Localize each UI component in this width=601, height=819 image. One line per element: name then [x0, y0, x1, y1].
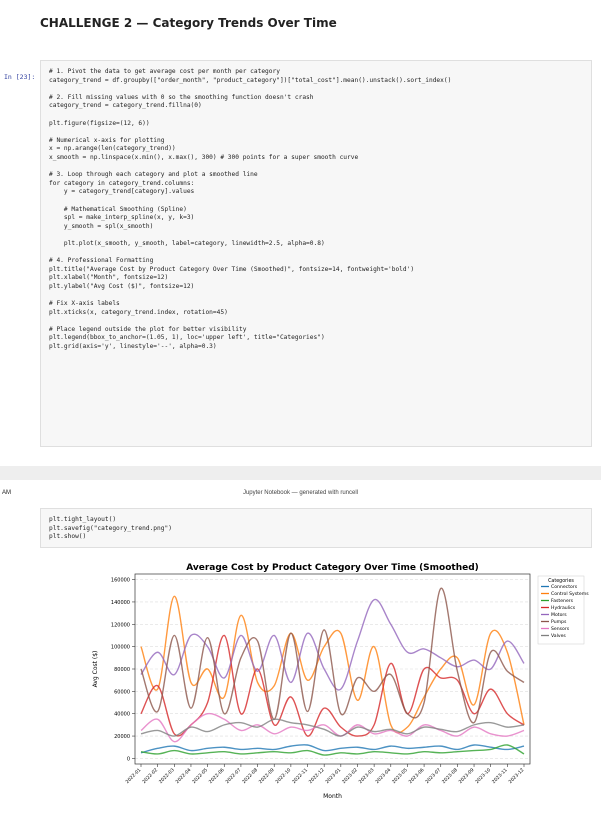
code-line: # Mathematical Smoothing (Spline) — [49, 205, 187, 213]
series-line-valves — [141, 719, 524, 736]
legend-entry: Motors — [551, 613, 567, 618]
x-tick-label: 2022-10 — [275, 767, 293, 785]
page-header-time: AM — [2, 490, 11, 496]
y-tick-label: 140000 — [110, 599, 130, 606]
x-tick-label: 2022-04 — [175, 767, 193, 785]
legend-entry: Hydraulics — [551, 606, 576, 611]
x-tick-label: 2022-09 — [258, 767, 276, 785]
x-tick-label: 2023-09 — [458, 767, 476, 785]
x-tick-label: 2022-08 — [241, 767, 259, 785]
code-line: spl = make_interp_spline(x, y, k=3) — [49, 214, 195, 222]
x-tick-label: 2022-06 — [208, 767, 226, 785]
code-line: # 2. Fill missing values with 0 so the smoothing function doesn't crash — [49, 93, 314, 101]
code-line: plt.grid(axis='y', linestyle='--', alpha=0.3) — [49, 343, 217, 350]
code-line — [49, 128, 583, 137]
x-tick-label: 2022-12 — [308, 767, 326, 785]
code-line: plt.xlabel("Month", fontsize=12) — [49, 274, 169, 282]
code-line — [49, 248, 583, 257]
x-tick-label: 2023-02 — [341, 767, 359, 785]
x-tick-label: 2023-03 — [358, 767, 376, 785]
x-tick-label: 2022-02 — [141, 767, 160, 785]
code-line — [49, 85, 583, 94]
code-line: plt.ylabel("Avg Cost ($)", fontsize=12) — [49, 282, 195, 290]
code-line: plt.title("Average Cost by Product Category Over Time (Smoothed)", fontsize=14, fontweight='bold') — [49, 265, 415, 273]
code-line: plt.plot(x_smooth, y_smooth, label=category, linewidth=2.5, alpha=0.8) — [49, 239, 325, 247]
code-line: # Fix X-axis labels — [49, 300, 120, 308]
code-line — [49, 291, 583, 300]
x-tick-label: 2023-10 — [474, 767, 493, 785]
code-line: for category in category_trend.columns: — [49, 179, 195, 187]
code-cell-2-source[interactable] — [41, 509, 591, 549]
legend-entry: Pumps — [551, 620, 567, 625]
x-tick-label: 2023-08 — [441, 767, 459, 785]
code-line: # Numerical x-axis for plotting — [49, 136, 165, 144]
y-tick-label: 20000 — [114, 734, 130, 741]
code-line: plt.show() — [49, 533, 87, 541]
code-line: # 3. Loop through each category and plot a smoothed line — [49, 171, 258, 179]
chart-output — [80, 560, 590, 814]
code-line: category_trend = category_trend.fillna(0) — [49, 102, 202, 110]
code-cell-1-source[interactable] — [41, 61, 591, 359]
legend-entry: Sensors — [551, 627, 570, 632]
code-line: x_smooth = np.linspace(x.min(), x.max(), 300) # 300 points for a super smooth curve — [49, 153, 359, 161]
y-tick-label: 160000 — [110, 577, 130, 584]
code-line: plt.savefig("category_trend.png") — [49, 524, 172, 532]
legend-entry: Connectors — [551, 585, 578, 590]
code-cell-1[interactable] — [40, 60, 592, 447]
legend-entry: Fasteners — [551, 599, 574, 604]
code-line: # 4. Professional Formatting — [49, 257, 154, 265]
x-tick-label: 2022-07 — [225, 767, 243, 785]
y-tick-label: 80000 — [114, 667, 130, 673]
legend-title: Categories — [548, 579, 574, 584]
series-line-pumps — [141, 588, 524, 723]
cell-prompt: In [23]: — [4, 73, 36, 81]
code-line: category_trend = df.groupby(["order_month", "product_category"])["total_cost"].mean().unstack().sort_index() — [49, 76, 452, 84]
code-line — [49, 231, 583, 240]
code-line — [49, 111, 583, 120]
code-line: # 1. Pivot the data to get average cost per month per category — [49, 68, 280, 75]
code-line: plt.tight_layout() — [49, 516, 117, 523]
y-tick-label: 0 — [126, 756, 130, 763]
x-tick-label: 2023-01 — [325, 767, 343, 785]
x-tick-label: 2022-01 — [125, 767, 143, 785]
legend-entry: Control Systems — [551, 592, 589, 597]
x-tick-label: 2022-05 — [191, 767, 210, 785]
x-tick-label: 2023-06 — [408, 767, 426, 785]
page-header-title: Jupyter Notebook — generated with runcell — [242, 490, 359, 496]
y-tick-label: 100000 — [110, 644, 130, 651]
code-line: y_smooth = spl(x_smooth) — [49, 222, 154, 230]
page-divider — [0, 466, 601, 480]
code-line: plt.legend(bbox_to_anchor=(1.05, 1), loc='upper left', title="Categories") — [49, 334, 325, 342]
code-line — [49, 163, 583, 172]
code-line: # Place legend outside the plot for better visibility — [49, 325, 247, 333]
y-tick-label: 40000 — [114, 711, 130, 718]
code-line — [49, 197, 583, 206]
x-tick-label: 2023-04 — [375, 767, 393, 785]
code-cell-2[interactable] — [40, 508, 592, 548]
x-axis-label: Month — [323, 793, 342, 800]
chart-title: Average Cost by Product Category Over Time (Smoothed) — [186, 563, 479, 573]
x-tick-label: 2022-03 — [158, 767, 176, 785]
y-tick-label: 60000 — [114, 689, 130, 696]
x-tick-label: 2023-05 — [391, 767, 409, 785]
x-tick-label: 2023-12 — [508, 767, 526, 785]
y-axis-label: Avg Cost ($) — [92, 650, 99, 688]
x-tick-label: 2023-11 — [491, 767, 509, 785]
x-tick-label: 2022-11 — [291, 767, 309, 785]
section-heading: CHALLENGE 2 — Category Trends Over Time — [40, 16, 337, 30]
y-tick-label: 120000 — [110, 622, 130, 629]
code-line: x = np.arange(len(category_trend)) — [49, 145, 176, 153]
code-line — [49, 317, 583, 326]
x-tick-label: 2023-07 — [425, 767, 443, 785]
code-line: y = category_trend[category].values — [49, 188, 195, 196]
code-line: plt.figure(figsize=(12, 6)) — [49, 119, 150, 127]
code-line: plt.xticks(x, category_trend.index, rotation=45) — [49, 308, 228, 316]
line-chart — [80, 560, 590, 810]
legend-entry: Valves — [551, 634, 566, 639]
